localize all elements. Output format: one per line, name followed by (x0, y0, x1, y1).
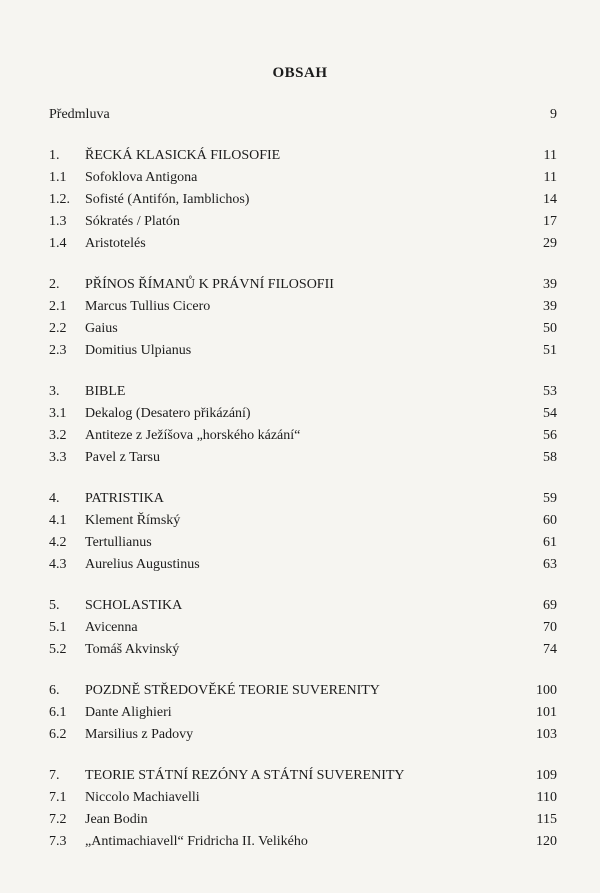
toc-page-number: 120 (536, 834, 557, 849)
toc-page-number: 100 (536, 683, 557, 698)
toc-page-number: 39 (543, 299, 557, 314)
toc-entry-number: 4.2 (49, 535, 67, 550)
toc-entry-label: Sofoklova Antigona (85, 170, 198, 185)
toc-entry-label: Antiteze z Ježíšova „horského kázání“ (85, 428, 301, 443)
toc-page-number: 70 (543, 620, 557, 635)
toc-subentry (49, 510, 557, 532)
toc-entry-number: 4.3 (49, 557, 67, 572)
page-title: OBSAH (272, 65, 328, 81)
toc-entry-number: 4.1 (49, 513, 67, 528)
toc-subentry (49, 702, 557, 724)
toc-entry-label: Niccolo Machiavelli (85, 790, 200, 805)
toc-entry-number: 2.3 (49, 343, 67, 358)
toc-entry-label: PŘÍNOS ŘÍMANŮ K PRÁVNÍ FILOSOFII (85, 277, 334, 292)
toc-page-number: 50 (543, 321, 557, 336)
toc-entry-label: PATRISTIKA (85, 491, 164, 506)
toc-subentry (49, 233, 557, 255)
toc-entry-number: 7.3 (49, 834, 67, 849)
toc-entry-number: 5.2 (49, 642, 67, 657)
toc-entry-number: 1.3 (49, 214, 67, 229)
toc-entry-label: „Antimachiavell“ Fridricha II. Velikého (85, 834, 308, 849)
toc-entry-number: 1. (49, 148, 60, 163)
toc-subentry (49, 403, 557, 425)
toc-entry-number: 3. (49, 384, 60, 399)
dot-leader (408, 765, 533, 779)
toc-chapter (49, 488, 557, 510)
toc-page-number: 14 (543, 192, 557, 207)
section-spacer (49, 576, 557, 595)
toc-subentry (49, 318, 557, 340)
section-spacer (49, 661, 557, 680)
toc-entry-label: Předmluva (49, 107, 110, 122)
toc-subentry (49, 447, 557, 469)
toc-entry-label: Avicenna (85, 620, 138, 635)
toc-subentry (49, 211, 557, 233)
toc-page-number: 109 (536, 768, 557, 783)
toc-subentry (49, 554, 557, 576)
toc-entry-number: 3.3 (49, 450, 67, 465)
toc-entry-label: Klement Římský (85, 513, 181, 528)
toc-entry-label: Marcus Tullius Cicero (85, 299, 211, 314)
toc-entry-number: 1.1 (49, 170, 67, 185)
toc-entry-number: 6.1 (49, 705, 67, 720)
toc-subentry (49, 296, 557, 318)
toc-entry-label: Dekalog (Desatero přikázání) (85, 406, 251, 421)
dot-leader (121, 318, 540, 332)
dot-leader (194, 340, 540, 354)
toc-subentry (49, 787, 557, 809)
dot-leader (337, 274, 540, 288)
toc-entry-label: Tomáš Akvinský (85, 642, 180, 657)
toc-entry-label: Aristotelés (85, 236, 146, 251)
toc-chapter (49, 595, 557, 617)
toc-page-number: 53 (543, 384, 557, 399)
toc-page-number: 11 (543, 148, 557, 163)
dot-leader (155, 532, 540, 546)
dot-leader (182, 639, 540, 653)
dot-leader (252, 189, 540, 203)
toc-entry-label: Sókratés / Platón (85, 214, 180, 229)
toc-entry-number: 7. (49, 768, 60, 783)
toc-page-number: 60 (543, 513, 557, 528)
dot-leader (141, 617, 540, 631)
toc-page-number: 115 (536, 812, 557, 827)
toc-page-number: 9 (550, 107, 557, 122)
dot-leader (196, 724, 533, 738)
section-spacer (49, 362, 557, 381)
toc-entry-label: SCHOLASTIKA (85, 598, 183, 613)
toc-entry-number: 3.1 (49, 406, 67, 421)
toc-subentry (49, 639, 557, 661)
toc-entry-preface (49, 104, 557, 126)
dot-leader (383, 680, 533, 694)
toc-entry-label: Domitius Ulpianus (85, 343, 192, 358)
toc-entry-number: 2.1 (49, 299, 67, 314)
dot-leader (167, 488, 540, 502)
toc-subentry (49, 831, 557, 853)
table-of-contents (49, 104, 557, 853)
toc-entry-number: 7.1 (49, 790, 67, 805)
toc-page-number: 74 (543, 642, 557, 657)
dot-leader (175, 702, 533, 716)
dot-leader (311, 831, 533, 845)
section-spacer (49, 746, 557, 765)
dot-leader (128, 381, 540, 395)
toc-chapter (49, 680, 557, 702)
toc-entry-label: Dante Alighieri (85, 705, 172, 720)
dot-leader (303, 425, 540, 439)
toc-subentry (49, 532, 557, 554)
toc-entry-number: 5. (49, 598, 60, 613)
toc-entry-number: 1.2. (49, 192, 70, 207)
toc-entry-label: Marsilius z Padovy (85, 727, 194, 742)
toc-entry-number: 2. (49, 277, 60, 292)
toc-page-number: 17 (543, 214, 557, 229)
toc-entry-label: Tertullianus (85, 535, 152, 550)
section-spacer (49, 126, 557, 145)
toc-subentry (49, 340, 557, 362)
toc-page-number: 59 (543, 491, 557, 506)
toc-subentry (49, 425, 557, 447)
toc-entry-number: 3.2 (49, 428, 67, 443)
dot-leader (200, 167, 540, 181)
toc-chapter (49, 145, 557, 167)
dot-leader (185, 595, 540, 609)
toc-entry-label: BIBLE (85, 384, 126, 399)
toc-page-number: 54 (543, 406, 557, 421)
dot-leader (163, 447, 540, 461)
toc-chapter (49, 765, 557, 787)
dot-leader (283, 145, 540, 159)
toc-page-number: 29 (543, 236, 557, 251)
toc-entry-label: Aurelius Augustinus (85, 557, 200, 572)
toc-subentry (49, 189, 557, 211)
section-spacer (49, 255, 557, 274)
toc-subentry (49, 724, 557, 746)
section-spacer (49, 469, 557, 488)
toc-entry-number: 6. (49, 683, 60, 698)
dot-leader (183, 211, 540, 225)
dot-leader (213, 296, 540, 310)
toc-subentry (49, 167, 557, 189)
toc-subentry (49, 809, 557, 831)
toc-entry-number: 2.2 (49, 321, 67, 336)
dot-leader (183, 510, 540, 524)
toc-page-number: 110 (536, 790, 557, 805)
dot-leader (203, 554, 540, 568)
toc-entry-label: Jean Bodin (85, 812, 148, 827)
toc-subentry (49, 617, 557, 639)
dot-leader (113, 104, 544, 118)
toc-page-number: 103 (536, 727, 557, 742)
dot-leader (203, 787, 534, 801)
toc-chapter (49, 381, 557, 403)
dot-leader (254, 403, 540, 417)
toc-page-number: 39 (543, 277, 557, 292)
toc-entry-label: Gaius (85, 321, 118, 336)
toc-page-number: 56 (543, 428, 557, 443)
dot-leader (151, 809, 534, 823)
toc-entry-number: 6.2 (49, 727, 67, 742)
toc-entry-label: ŘECKÁ KLASICKÁ FILOSOFIE (85, 148, 281, 163)
toc-page-number: 11 (543, 170, 557, 185)
toc-page-number: 69 (543, 598, 557, 613)
toc-entry-label: Pavel z Tarsu (85, 450, 160, 465)
toc-page-number: 101 (536, 705, 557, 720)
toc-page-number: 61 (543, 535, 557, 550)
toc-entry-number: 5.1 (49, 620, 67, 635)
toc-chapter (49, 274, 557, 296)
toc-entry-number: 4. (49, 491, 60, 506)
toc-page-number: 51 (543, 343, 557, 358)
toc-page-number: 63 (543, 557, 557, 572)
toc-entry-label: POZDNĚ STŘEDOVĚKÉ TEORIE SUVERENITY (85, 683, 380, 698)
toc-entry-label: TEORIE STÁTNÍ REZÓNY A STÁTNÍ SUVERENITY (85, 768, 405, 783)
dot-leader (149, 233, 540, 247)
toc-entry-label: Sofisté (Antifón, Iamblichos) (85, 192, 250, 207)
toc-page-number: 58 (543, 450, 557, 465)
toc-entry-number: 1.4 (49, 236, 67, 251)
toc-entry-number: 7.2 (49, 812, 67, 827)
